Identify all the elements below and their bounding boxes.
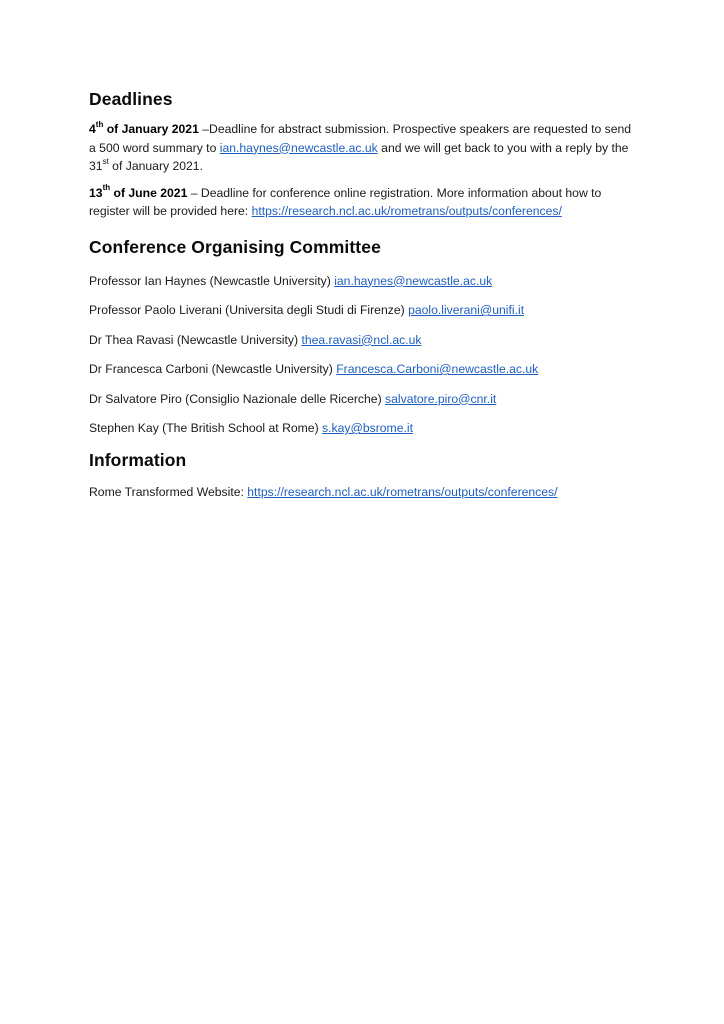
date-suffix: th [95, 119, 104, 129]
date-suffix: th [102, 183, 111, 193]
member-name: Professor Paolo Liverani (Universita degli Studi di Firenze) [89, 303, 409, 317]
information-line [89, 483, 639, 502]
email-link[interactable]: ian.haynes@newcastle.ac.uk [219, 140, 378, 155]
member-email-link[interactable]: ian.haynes@newcastle.ac.uk [334, 273, 493, 288]
website-label: Rome Transformed Website: [89, 484, 248, 499]
document-page [89, 84, 639, 509]
committee-member [89, 331, 639, 350]
date-rest: of January 2021 [103, 122, 199, 136]
date-rest: of June 2021 [110, 185, 188, 200]
information-heading: Information [89, 449, 187, 470]
conference-url-link[interactable]: https://research.ncl.ac.uk/rometrans/outputs/conferences/ [251, 204, 562, 218]
member-email-link[interactable]: s.kay@bsrome.it [322, 421, 413, 435]
member-name: Professor Ian Haynes (Newcastle University) [89, 273, 335, 288]
member-email-link[interactable]: Francesca.Carboni@newcastle.ac.uk [336, 362, 539, 376]
committee-member [89, 272, 639, 291]
deadline-abstract [89, 120, 639, 176]
deadline-abstract-date [89, 119, 199, 136]
member-name: Dr Salvatore Piro (Consiglio Nazionale delle Ricerche) [89, 391, 386, 406]
deadlines-heading: Deadlines [89, 89, 173, 109]
deadline-registration [89, 184, 639, 221]
committee-member [89, 301, 639, 320]
committee-heading: Conference Organising Committee [89, 236, 381, 257]
deadline-registration-text: – Deadline for conference online registration. More information about how to register will be provided here: [89, 185, 602, 218]
member-name: Dr Thea Ravasi (Newcastle University) [89, 332, 302, 347]
committee-member [89, 419, 639, 438]
date-day: 13 [89, 185, 103, 200]
deadline-registration-date [89, 183, 188, 200]
member-email-link[interactable]: salvatore.piro@cnr.it [385, 391, 497, 406]
committee-member [89, 360, 639, 379]
committee-list [89, 272, 639, 438]
member-email-link[interactable]: paolo.liverani@unifi.it [408, 303, 525, 317]
date-day: 4 [89, 122, 96, 136]
deadline-abstract-text: –Deadline for abstract submission. Prospective speakers are requested to send a 500 word summary to [89, 122, 632, 155]
website-link[interactable]: https://research.ncl.ac.uk/rometrans/outputs/conferences/ [247, 484, 558, 499]
member-name: Stephen Kay (The British School at Rome) [89, 421, 323, 435]
committee-member [89, 390, 639, 409]
member-email-link[interactable]: thea.ravasi@ncl.ac.uk [301, 332, 422, 347]
member-name: Dr Francesca Carboni (Newcastle University) [89, 362, 337, 376]
deadline-abstract-text-3: of January 2021. [108, 159, 203, 173]
date-suffix: st [102, 156, 109, 166]
deadline-abstract-text-2: and we will get back to you with a reply by the 31 [89, 140, 629, 173]
